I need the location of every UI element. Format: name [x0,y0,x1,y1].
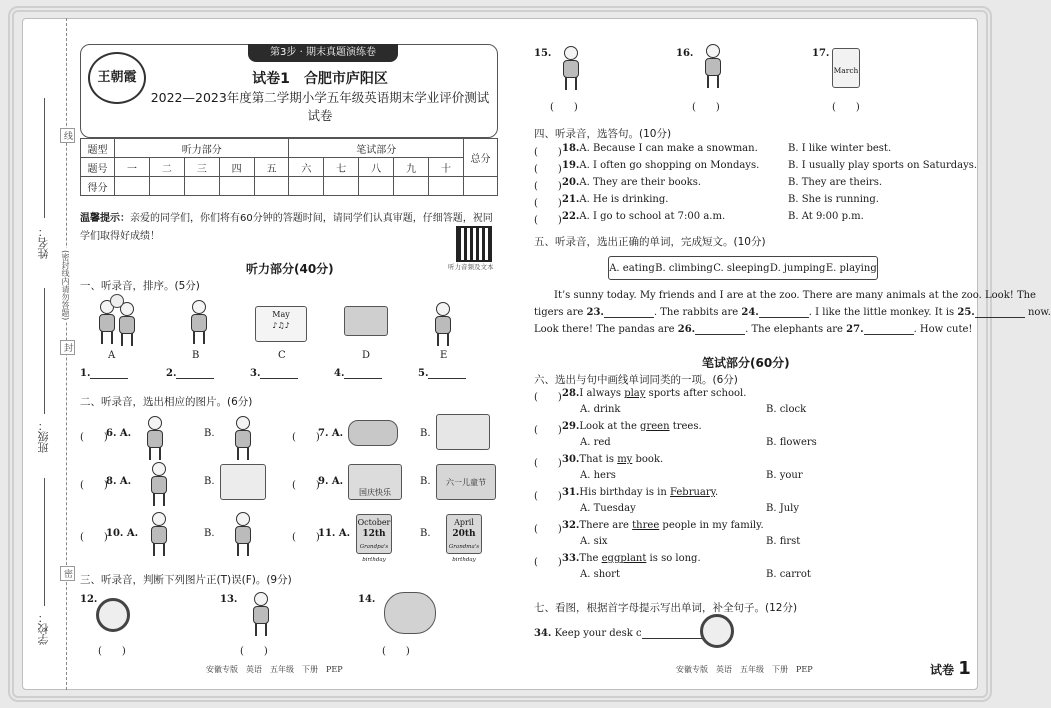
answer-paren-6[interactable]: ( ) [80,432,108,443]
blank-1[interactable] [80,368,128,379]
list-item [562,520,764,531]
card9-text: 国庆快乐 [359,488,391,497]
list-item [562,454,663,465]
score-cell[interactable] [115,177,150,196]
option-b: B. She is running. [788,194,879,205]
q6-b-label: B. [204,428,215,439]
table-cell: 六 [289,158,324,177]
label-c: C [278,350,286,361]
qr-code-icon[interactable] [456,226,492,262]
list-item [562,143,758,154]
score-cell[interactable] [254,177,289,196]
answer-paren-11[interactable]: ( ) [292,532,320,543]
page-no: 1 [958,658,971,679]
q7-b-label: B. [420,428,431,439]
binding-strip [22,18,70,690]
stem-post: sports after school. [645,388,747,399]
section-1-title: 一、听录音，排序。(5分) [80,280,200,292]
girl-shopping-cart-picture [556,46,586,90]
girl-dancing-picture [144,462,174,506]
passage-line-3 [534,324,972,335]
underlined-word: three [632,520,660,531]
option-b: B. clock [766,404,807,415]
blank-27[interactable] [864,325,914,335]
underlined-word: green [640,421,670,432]
teacher-board-picture [344,306,388,336]
seal-mark-bot: 密 [60,566,75,581]
table-row [81,158,498,177]
answer-paren[interactable]: ( ) [534,557,562,568]
score-cell[interactable] [324,177,359,196]
option-b: B. flowers [766,437,817,448]
q-num: 18. [562,143,580,154]
class-label: 班级： [37,420,50,453]
underlined-word: eggplant [601,553,647,564]
answer-paren-12[interactable]: ( ) [98,646,126,657]
option-b: B. climbing [655,262,713,274]
q-num: 2. [166,368,177,379]
girl-standing-picture [144,512,174,556]
q-num: 1. [80,368,91,379]
blank-26[interactable] [695,325,745,335]
option-b: B. They are theirs. [788,177,883,188]
answer-paren-10[interactable]: ( ) [80,532,108,543]
answer-paren-15[interactable]: ( ) [550,102,578,113]
answer-paren[interactable]: ( ) [534,198,562,209]
option-b: B. July [766,503,800,514]
page-label: 试卷 [930,663,955,677]
name-label: 姓名： [37,226,50,259]
list-item [562,194,668,205]
option-a: A. I go to school at 7:00 a.m. [579,211,726,222]
q12-label: 12. [80,594,98,605]
q-num: 4. [334,368,345,379]
blank-25[interactable] [975,308,1025,318]
table-cell: 听力部分 [115,139,289,158]
boy-standing-picture [228,512,258,556]
section-7-title: 七、看图，根据首字母提示写出单词，补全句子。(12分) [534,602,798,614]
footer-left: 安徽专版 英语 五年级 下册 PEP [206,665,343,674]
table-cell: 九 [394,158,429,177]
option-b: B. your [766,470,803,481]
option-b: B. first [766,536,801,547]
option-a: A. hers [580,470,616,481]
listening-part-title: 听力部分(40分) [246,262,334,276]
table-cell: 四 [219,158,254,177]
answer-paren-16[interactable]: ( ) [692,102,720,113]
q11-label: 11. A. [318,528,351,539]
underlined-word: play [624,388,646,399]
table-cell: 笔试部分 [289,139,464,158]
blank-2[interactable] [166,368,214,379]
card-may-text: May [272,310,290,319]
messy-desk-icon [700,614,734,648]
grandma-birthday-card [446,514,482,563]
table-cell: 五 [254,158,289,177]
passage-line-2 [534,307,1051,318]
option-a: A. short [580,569,620,580]
calendar-may-card [255,306,307,342]
list-item [562,487,718,498]
footer-right: 安徽专版 英语 五年级 下册 PEP [676,665,813,674]
underlined-word: February [670,487,715,498]
girl-bed-picture [220,464,266,500]
answer-paren-7[interactable]: ( ) [292,432,320,443]
option-a: A. I often go shopping on Mondays. [579,160,760,171]
passage-text: . How cute! [913,324,973,335]
list-item [562,421,702,432]
q8-label: 8. A. [106,476,132,487]
clock-icon [110,294,124,308]
table-cell: 十 [429,158,464,177]
answer-paren-13[interactable]: ( ) [240,646,268,657]
girl-drawing-picture [228,416,258,460]
answer-paren-9[interactable]: ( ) [292,480,320,491]
option-a: A. They are their books. [579,177,702,188]
q-num: 27. [846,324,864,335]
q9-b-label: B. [420,476,431,487]
music-notes-icon: ♪♫♪ [272,321,290,330]
passage-text: . The elephants are [745,324,843,335]
q-num: 32. [562,520,580,531]
stem-post: . [715,487,719,498]
q-num: 30. [562,454,580,465]
tip-label: 温馨提示： [80,213,130,224]
option-c: C. sleeping [713,262,770,274]
table-cell: 一 [115,158,150,177]
stem-post: is so long. [646,553,701,564]
passage-text: . The rabbits are [653,307,739,318]
q6-label: 6. A. [106,428,132,439]
grandpa-birthday-card [356,514,392,563]
label-d: D [362,350,371,361]
blank-5[interactable] [418,368,466,379]
q8-b-label: B. [204,476,215,487]
q-num: 33. [562,553,580,564]
blank-23[interactable] [604,308,654,318]
q-num: 25. [957,307,975,318]
option-b: B. At 9:00 p.m. [788,211,864,222]
label-e: E [440,350,448,361]
table-cell: 七 [324,158,359,177]
option-a: A. Because I can make a snowman. [579,143,758,154]
q11-b-label: B. [420,528,431,539]
q7-label: 7. A. [318,428,344,439]
card11b-month: April [454,518,474,527]
q-num: 19. [562,160,580,171]
score-cell[interactable] [359,177,394,196]
passage-line-1: It’s sunny today. My friends and I are at the zoo. There are many animals at the zoo. Look! The [554,290,1036,301]
section-4-title: 四、听录音，选答句。(10分) [534,128,672,140]
answer-paren-8[interactable]: ( ) [80,480,108,491]
national-day-card [348,464,402,500]
score-cell[interactable] [429,177,464,196]
stem-pre: That is [579,454,618,465]
answer-paren[interactable]: ( ) [534,524,562,535]
writing-part-title: 笔试部分(60分) [702,356,790,370]
blank-4[interactable] [334,368,382,379]
school-label: 学校： [37,612,50,645]
q-num: 20. [562,177,580,188]
label-b: B [192,350,200,361]
option-b: B. I usually play sports on Saturdays. [788,160,978,171]
page-number [930,658,971,679]
score-cell[interactable] [184,177,219,196]
q-num: 26. [677,324,696,335]
blank-24[interactable] [759,308,809,318]
table-cell: 总分 [464,139,498,177]
stem-post: people in my family. [659,520,764,531]
kids-tree-picture [384,592,436,634]
answer-paren[interactable]: ( ) [534,164,562,175]
card11a-month: October [357,518,391,527]
seal-mark-mid: 封 [60,340,75,355]
table-cell: 二 [149,158,184,177]
blank-34[interactable] [642,629,702,639]
q17-label: 17. [812,48,830,59]
option-b: B. I like winter best. [788,143,892,154]
brand-logo: 王朝霞 [88,52,146,104]
q-num: 3. [250,368,261,379]
answer-paren[interactable]: ( ) [534,491,562,502]
passage-text: tigers are [534,307,584,318]
q34 [534,628,705,639]
q16-label: 16. [676,48,694,59]
school-line [44,478,45,606]
q13-label: 13. [220,594,238,605]
q-num: 31. [562,487,580,498]
option-d: D. jumping [769,262,826,274]
table-cell: 题号 [81,158,115,177]
table-row [81,177,498,196]
option-a: A. red [580,437,611,448]
q14-label: 14. [358,594,376,605]
stem-post: book. [632,454,664,465]
score-table [80,138,498,196]
girl-singing-picture [246,592,276,636]
q34-text: Keep your desk c [554,628,642,639]
kids-swimming-picture [348,420,398,446]
section-3-title: 三、听录音，判断下列图片正(T)误(F)。(9分) [80,574,292,586]
card17-text: March [833,66,859,75]
no-entry-sign-icon [96,598,130,632]
q-num: 24. [741,307,759,318]
boy-basketball-picture [140,416,170,460]
class-line [44,288,45,414]
option-a: A. He is drinking. [579,194,669,205]
q-num: 29. [562,421,580,432]
option-e: E. playing [825,262,877,274]
passage-text: Look there! The pandas are [534,324,675,335]
answer-paren[interactable]: ( ) [534,392,562,403]
seal-warning: (密封线内请勿答题) [61,250,70,321]
score-cell[interactable] [464,177,498,196]
blank-3[interactable] [250,368,298,379]
option-a: A. drink [580,404,621,415]
list-item [562,211,725,222]
list-item [562,553,701,564]
table-cell: 三 [184,158,219,177]
answer-paren[interactable]: ( ) [534,425,562,436]
passage-text: now. [1027,307,1051,318]
section-5-title: 五、听录音，选出正确的单词，完成短文。(10分) [534,236,766,248]
option-a: A. Tuesday [580,503,636,514]
qr-caption: 听力音频及文本 [448,263,494,271]
tip-text: 亲爱的同学们，你们将有60分钟的答题时间，请同学们认真审题，仔细答题，祝同学们取得好成绩！ [80,213,493,242]
q9-label: 9. A. [318,476,344,487]
table-cell: 八 [359,158,394,177]
q-num: 34. [534,628,552,639]
option-a: A. eating [609,262,655,274]
seal-mark-top: 线 [60,128,75,143]
q-num: 28. [562,388,580,399]
score-cell[interactable] [394,177,429,196]
card11a-day: 12th [362,529,386,539]
answer-paren[interactable]: ( ) [534,181,562,192]
card9b-text: 六一儿童节 [446,478,486,487]
q10-label: 10. A. [106,528,139,539]
score-cell[interactable] [219,177,254,196]
score-cell[interactable] [149,177,184,196]
stem-pre: I always [579,388,625,399]
kids-playing-picture-2 [112,302,142,346]
stem-pre: Look at the [579,421,641,432]
table-cell: 得分 [81,177,115,196]
stem-pre: There are [579,520,633,531]
q-num: 5. [418,368,429,379]
card11b-note: Grandma's birthday [448,544,480,563]
q-num: 21. [562,194,580,205]
list-item [562,177,701,188]
snowman-picture [436,414,490,450]
option-a: A. six [580,536,608,547]
label-a: A [108,350,116,361]
underlined-word: my [617,454,633,465]
passage-text: . I like the little monkey. It is [808,307,955,318]
name-line [44,98,45,218]
word-options-box [608,256,878,280]
table-cell: 题型 [81,139,115,158]
step-tab: 第3步 · 期末真题演练卷 [248,44,398,62]
childrens-day-card [436,464,496,500]
exam-subtitle: 2022—2023年度第二学期小学五年级英语期末学业评价测试试卷 [150,90,490,123]
q-num: 22. [562,211,580,222]
answer-paren[interactable]: ( ) [534,215,562,226]
q-num: 23. [586,307,604,318]
exam-title: 试卷1 合肥市庐阳区 [252,71,388,87]
q15-label: 15. [534,48,552,59]
answer-paren[interactable]: ( ) [534,147,562,158]
girl-picking-picture [184,300,214,344]
answer-paren[interactable]: ( ) [534,458,562,469]
card11a-note: Grandpa's birthday [359,544,389,563]
boy-with-dog-picture [698,44,728,88]
calendar-march-icon [832,48,860,88]
boy-running-picture [428,302,458,346]
stem-pre: The [579,553,602,564]
stem-pre: His birthday is in [579,487,670,498]
exam-tip [80,210,500,246]
section-2-title: 二、听录音，选出相应的图片。(6分) [80,396,253,408]
list-item [562,160,759,171]
list-item [562,388,746,399]
section-6-title: 六、选出与句中画线单词同类的一项。(6分) [534,374,738,386]
card11b-day: 20th [452,529,476,539]
answer-paren-17[interactable]: ( ) [832,102,860,113]
score-cell[interactable] [289,177,324,196]
answer-paren-14[interactable]: ( ) [382,646,410,657]
option-b: B. carrot [766,569,811,580]
q10-b-label: B. [204,528,215,539]
table-row [81,139,498,158]
stem-post: trees. [669,421,702,432]
